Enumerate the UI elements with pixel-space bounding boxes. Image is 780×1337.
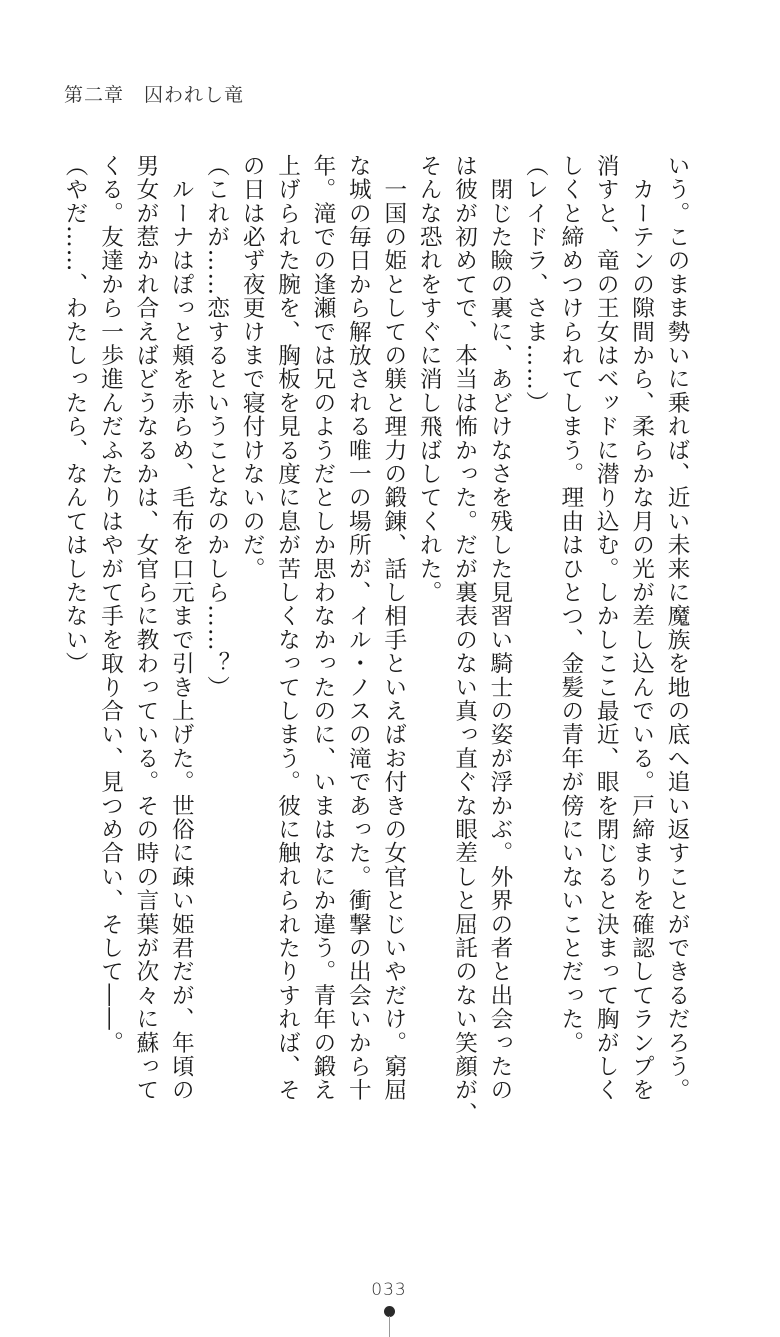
text-line: 男女が惹かれ合えばどうなるかは、女官らに教わっている。その時の言葉が次々に蘇って xyxy=(132,154,159,1102)
text-line: くる。友達から一歩進んだふたりはやがて手を取り合い、見つめ合い、そして――。 xyxy=(97,154,124,1055)
running-head-chapter-title: 第二章 囚われし竜 xyxy=(64,84,245,106)
text-line: の日は必ず夜更けまで寝付けないのだ。 xyxy=(239,154,266,581)
page-marker-line xyxy=(389,1316,390,1337)
text-line: （レイドラ、さま……） xyxy=(522,154,549,415)
text-line: （これが……恋するということなのかしら……？） xyxy=(203,154,230,700)
page-number xyxy=(0,1280,780,1300)
text-line: しくと締めつけられてしまう。理由はひとつ、金髪の青年が傍にいないことだった。 xyxy=(557,154,584,1055)
text-line: 閉じた瞼の裏に、あどけなさを残した見習い騎士の姿が浮かぶ。外界の者と出会ったの xyxy=(486,154,513,1102)
text-line: ルーナはぽっと頬を赤らめ、毛布を口元まで引き上げた。世俗に疎い姫君だが、年頃の xyxy=(168,154,195,1102)
body-text xyxy=(57,154,694,1126)
text-line: な城の毎日から解放される唯一の場所が、イル・ノスの滝であった。衝撃の出会いから十 xyxy=(345,154,372,1102)
text-line: 上げられた腕を、胸板を見る度に息が苦しくなってしまう。彼に触れられたりすれば、そ xyxy=(274,154,301,1102)
text-line: カーテンの隙間から、柔らかな月の光が差し込んでいる。戸締まりを確認してランプを xyxy=(628,154,655,1102)
text-line: 一国の姫としての躾と理力の鍛錬、話し相手といえばお付きの女官とじいやだけ。窮屈 xyxy=(380,154,407,1102)
page-number-text: 033 xyxy=(371,1280,407,1300)
text-line: は彼が初めてで、本当は怖かった。だが裏表のない真っ直ぐな眼差しと屈託のない笑顔が、 xyxy=(451,154,478,1126)
text-line: そんな恐れをすぐに消し飛ばしてくれた。 xyxy=(416,154,443,605)
text-line: （やだ……、わたしったら、なんてはしたない） xyxy=(62,154,89,676)
text-line: 消すと、竜の王女はベッドに潜り込む。しかしここ最近、眼を閉じると決まって胸がしく xyxy=(593,154,620,1102)
text-line: いう。このまま勢いに乗れば、近い未来に魔族を地の底へ追い返すことができるだろう。 xyxy=(664,154,690,1102)
text-line: 年。滝での逢瀬では兄のようだとしか思わなかったのに、いまはなにか違う。青年の鍛え xyxy=(309,154,336,1102)
